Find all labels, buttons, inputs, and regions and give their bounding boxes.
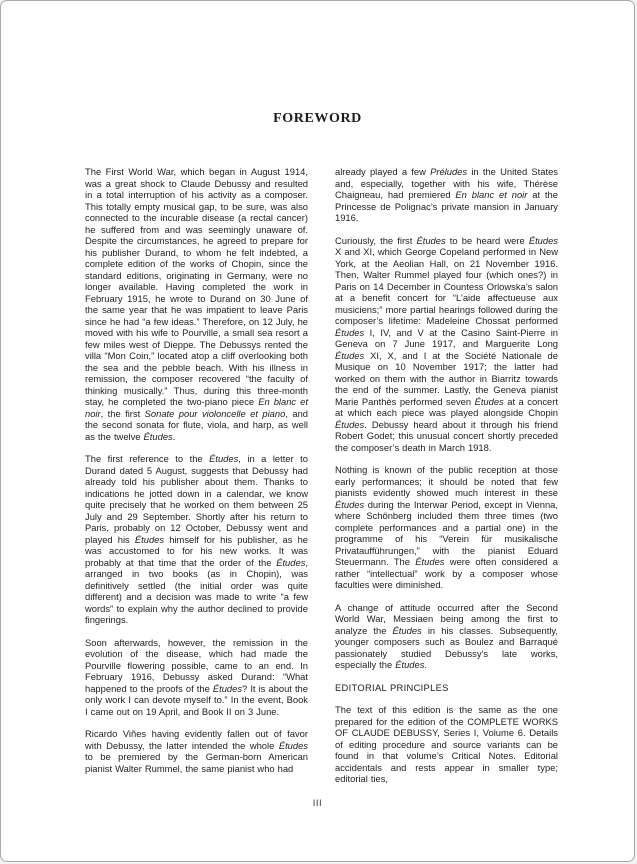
paragraph: already played a few Préludes in the United States and, especially, together with his wife, Thérèse Chaigneau, had premiered En blanc et noir at the Princesse de Polignac’s private mansion in January 1916. <box>335 166 558 223</box>
paragraph: The First World War, which began in August 1914, was a great shock to Claude Debussy and resulted in a total interruption of his activity as a composer. This totally empty musical gap, to be sure, was also connected to the incurable disease (a rectal cancer) he suffered from and was seemingly unaware of. Despite the circumstances, he agreed to prepare for his publisher Durand, to whom he felt indebted, a complete edition of the works of Chopin, since the standard editions, originating in Germany, were no longer available. Having completed the work in February 1915, he wrote to Durand on 30 June of the same year that he was impatient to leave Paris since he had “a few ideas.” Therefore, on 12 July, he moved with his wife to Pourville, a small sea resort a few miles west of Dieppe. The Debussys rented the villa “Mon Coin,” located atop a cliff overlooking both the sea and the pebble beach. With his illness in remission, the composer recovered “the faculty of thinking musically.” Thus, during this three-month stay, he completed the two-piano piece En blanc et noir, the first Sonate pour violoncelle et piano, and the second sonata for flute, viola, and harp, as well as the twelve Études. <box>85 166 308 442</box>
section-heading: EDITORIAL PRINCIPLES <box>335 681 449 693</box>
paragraph: The first reference to the Études, in a letter to Durand dated 5 August, suggests that Debussy had already told his publisher about them. Thanks to indications he jotted down in a calendar, we know quite precisely that he worked on them between 25 July and 29 September. Shortly after his return to Paris, probably on 12 October, Debussy went and played his Études himself for his publisher, as he was accustomed to for his new works. It was probably at that time that the order of the Études, arranged in two books (as in Chopin), was definitively settled (the initial order was quite different) and a decision was made to write “a few words” to explain why the author declined to provide fingerings. <box>85 453 308 625</box>
paragraph: Ricardo Viñes having evidently fallen out of favor with Debussy, the latter intended the whole Études to be premiered by the German-born American pianist Walter Rummel, the same pianist who had <box>85 728 308 774</box>
right-column <box>335 166 558 785</box>
paragraph: The text of this edition is the same as the one prepared for the edition of the COMPLETE WORKS OF CLAUDE DEBUSSY, Series I, Volume 6. Details of editing procedure and source variants can be found in that volume’s Critical Notes. Editorial accidentals and rests appear in smaller type; editorial ties, <box>335 704 558 784</box>
page-title: FOREWORD <box>273 111 362 126</box>
paragraph: Curiously, the first Études to be heard were Études X and XI, which George Copeland performed in New York, at the Aeolian Hall, on 21 November 1916. Then, Walter Rummel played four (which ones?) in Paris on 14 December in Countess Orlowska’s salon at a benefit concert for “L’aide affectueuse aux musiciens;” more partial hearings followed during the composer’s lifetime: Madeleine Chossat performed Études I, IV, and V at the Casino Saint-Pierre in Geneva on 7 June 1917, and Marguerite Long Études XI, X, and I at the Société Nationale de Musique on 10 November 1917; the latter had worked on them with the author in Biarritz towards the end of the summer. Lastly, the Geneva pianist Marie Panthès performed seven Études at a concert at which each piece was played alongside Chopin Études. Debussy heard about it through his friend Robert Godet; this unusual concert shortly preceded the composer’s death in March 1918. <box>335 234 558 453</box>
paragraph: A change of attitude occurred after the Second World War, Messiaen being among the first to analyze the Études in his classes. Subsequently, younger composers such as Boulez and Barraqué passionately studied Debussy’s late works, especially the Études. <box>335 601 558 670</box>
paragraph: Soon afterwards, however, the remission in the evolution of the disease, which had made the Pourville flowering possible, came to an end. In February 1916, Debussy asked Durand: “What happened to the proofs of the Études? It is about the only work I can devote myself to.” In the event, Book I came out on 19 April, and Book II on 3 June. <box>85 636 308 717</box>
text-columns <box>85 166 559 785</box>
page-number: III <box>312 798 323 809</box>
left-column <box>85 166 308 785</box>
paragraph: Nothing is known of the public reception at those early performances; it should be noted that few pianists evidently showed much interest in these Études during the Interwar Period, except in Vienna, where Schönberg included them three times (two complete performances and a partial one) in the programme of his “Verein für musikalische Privataufführungen,” with the pianist Eduard Steuermann. The Études were often considered a rather “intellectual” work by a composer whose faculties were diminished. <box>335 464 558 590</box>
